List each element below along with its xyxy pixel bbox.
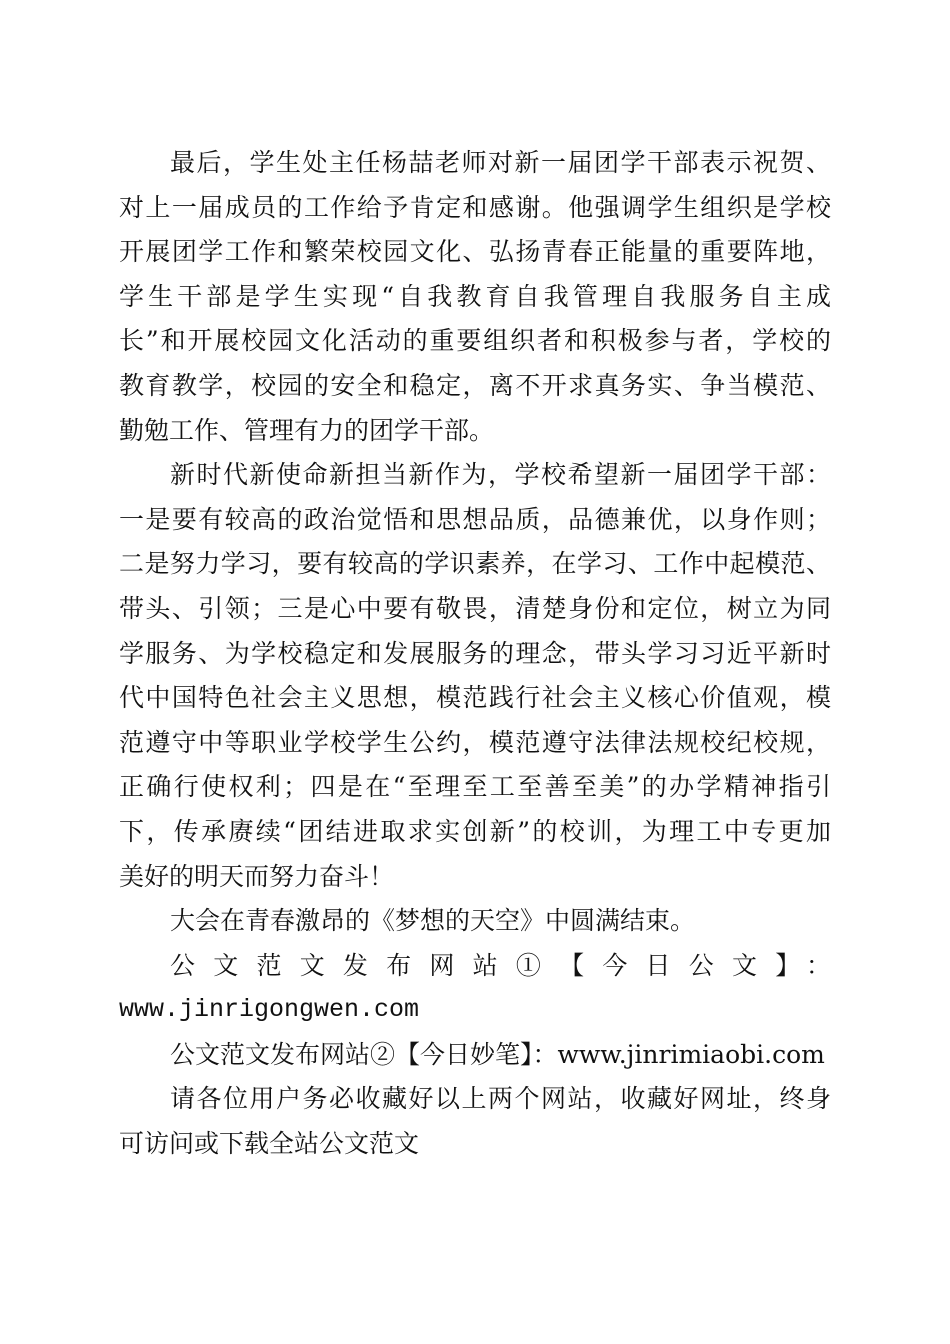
- text-line: 大会在青春激昂的《梦想的天空》中圆满结束。: [170, 906, 696, 936]
- text-line: 学服务、为学校稳定和发展服务的理念，带头学习习近平新时: [119, 638, 831, 668]
- text-line: 请各位用户务必收藏好以上两个网站，收藏好网址，终身: [170, 1084, 831, 1114]
- url-jinrigongwen: www.jinrigongwen.com: [119, 995, 420, 1025]
- paragraph-site-2: [119, 1033, 831, 1078]
- text-line: 美好的明天而努力奋斗！: [119, 861, 395, 891]
- text-line: 可访问或下载全站公文范文: [119, 1129, 420, 1159]
- text-line: 教育教学，校园的安全和稳定，离不开求真务实、争当模范、: [119, 370, 831, 400]
- paragraph-bookmark-notice: [119, 1077, 831, 1166]
- text-line: 范遵守中等职业学校学生公约，模范遵守法律法规校纪校规，: [119, 727, 831, 757]
- text-line: 代中国特色社会主义思想，模范践行社会主义核心价值观，模: [119, 683, 831, 713]
- text-line: 开展团学工作和繁荣校园文化、弘扬青春正能量的重要阵地，: [119, 237, 831, 267]
- paragraph-site-1: [119, 944, 831, 1033]
- text-line: 长”和开展校园文化活动的重要组织者和积极参与者，学校的: [119, 326, 831, 356]
- text-line: 二是努力学习，要有较高的学识素养，在学习、工作中起模范、: [119, 549, 831, 579]
- text-line: 一是要有较高的政治觉悟和思想品质，品德兼优，以身作则；: [119, 504, 831, 534]
- text-line: 勤勉工作、管理有力的团学干部。: [119, 415, 495, 445]
- text-line-with-url: 公文范文发布网站②【今日妙笔】：www.jinrimiaobi.com: [170, 1039, 825, 1069]
- text-line: 正确行使权利；四是在“至理至工至善至美”的办学精神指引: [119, 772, 831, 802]
- text-line: 公文范文发布网站①【今日公文】：: [170, 950, 831, 980]
- paragraph-closing-remarks: [119, 141, 831, 453]
- text-line: 最后，学生处主任杨喆老师对新一届团学干部表示祝贺、: [170, 148, 831, 177]
- text-line: 学生干部是学生实现“自我教育自我管理自我服务自主成: [119, 281, 831, 311]
- text-line: 下，传承赓续“团结进取求实创新”的校训，为理工中专更加: [119, 816, 831, 846]
- document-page: [119, 141, 831, 1167]
- text-line: 带头、引领；三是心中要有敬畏，清楚身份和定位，树立为同: [119, 593, 831, 623]
- text-line: 对上一届成员的工作给予肯定和感谢。他强调学生组织是学校: [119, 192, 831, 222]
- paragraph-conclusion: [119, 899, 831, 944]
- paragraph-expectations: [119, 453, 831, 899]
- text-line: 新时代新使命新担当新作为，学校希望新一届团学干部：: [170, 460, 831, 490]
